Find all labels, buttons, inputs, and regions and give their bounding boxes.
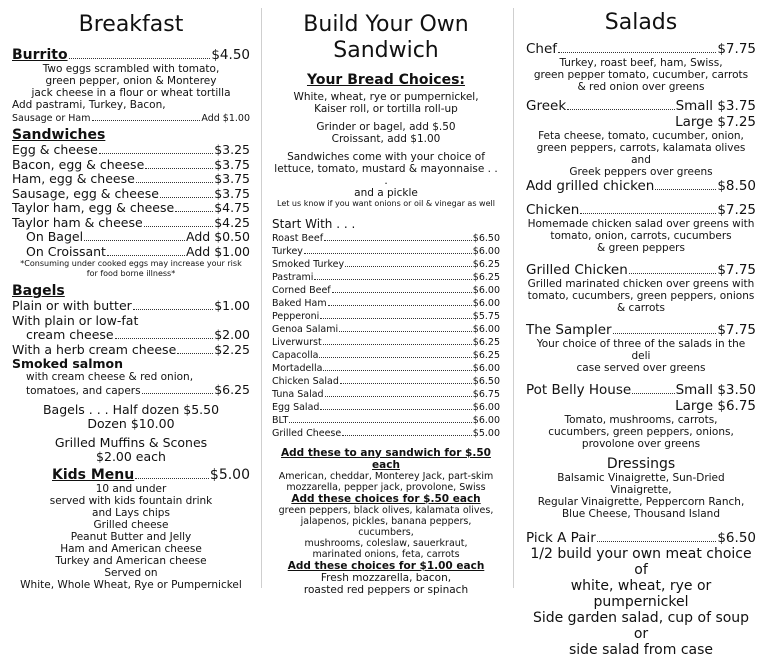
menu-line bbox=[272, 387, 500, 400]
item-name: Egg & cheese bbox=[12, 142, 98, 157]
column-divider bbox=[261, 8, 262, 588]
item-price: $2.25 bbox=[214, 341, 250, 357]
salad-desc: Your choice of three of the salads in the deli bbox=[536, 338, 746, 362]
comes-with-line: lettuce, tomato, mustard & mayonnaise . . . bbox=[274, 163, 498, 187]
add-line: mushrooms, coleslaw, sauerkraut, bbox=[304, 537, 468, 549]
item-price: $4.75 bbox=[214, 200, 250, 215]
kids-heading: Kids Menu bbox=[52, 466, 135, 483]
item-name: Pick A Pair bbox=[526, 530, 596, 546]
burrito-desc: jack cheese in a flour or wheat tortilla bbox=[31, 87, 231, 99]
kids-section bbox=[12, 467, 250, 591]
menu-line bbox=[272, 257, 500, 270]
breakfast-title: Breakfast bbox=[78, 12, 184, 37]
kids-line: White, Whole Wheat, Rye or Pumpernickel bbox=[20, 578, 242, 591]
kids-line: and Lays chips bbox=[92, 506, 170, 519]
menu-line bbox=[272, 335, 500, 348]
kids-line: Grilled cheese bbox=[93, 518, 169, 531]
salmon-name: Smoked salmon bbox=[12, 356, 124, 371]
item-price: $3.75 bbox=[214, 156, 250, 172]
item-price: $6.50 bbox=[472, 375, 500, 387]
sandwich-title: Build Your Own bbox=[303, 12, 469, 37]
menu-line bbox=[272, 400, 500, 413]
item-name: Taylor ham & cheese bbox=[12, 214, 143, 230]
item-price: $8.50 bbox=[717, 178, 756, 194]
bagels-section bbox=[12, 283, 250, 465]
add-line: marinated onions, feta, carrots bbox=[312, 548, 460, 560]
item-price: $6.00 bbox=[472, 297, 500, 309]
menu-line bbox=[12, 143, 250, 158]
kids-line: served with kids fountain drink bbox=[49, 494, 213, 507]
salad-desc: Greek peppers over greens bbox=[569, 166, 713, 178]
add-line: roasted red peppers or spinach bbox=[303, 583, 469, 596]
item-name: Smoked Turkey bbox=[272, 258, 345, 270]
menu-line bbox=[12, 467, 250, 483]
item-price: Small $3.75 bbox=[675, 98, 756, 114]
start-with-heading: Start With . . . bbox=[272, 216, 356, 231]
item-name: Egg Salad bbox=[272, 401, 320, 413]
add-line: green peppers, black olives, kalamata olives, bbox=[278, 504, 494, 516]
salad-desc: provolone over greens bbox=[581, 438, 701, 450]
salad-greek bbox=[526, 98, 756, 194]
menu-line bbox=[12, 328, 250, 343]
menu-line bbox=[526, 202, 756, 218]
item-name: tomatoes, and capers bbox=[26, 385, 141, 397]
comes-with-line: Sandwiches come with your choice of bbox=[287, 151, 485, 163]
item-price: $6.25 bbox=[472, 349, 500, 361]
menu-line bbox=[12, 201, 250, 216]
item-price: $4.25 bbox=[214, 214, 250, 230]
item-name: Sausage, egg & cheese bbox=[12, 185, 159, 201]
item-name: On Croissant bbox=[26, 243, 106, 259]
menu-line bbox=[272, 374, 500, 387]
salad-pot-belly bbox=[526, 382, 756, 450]
salad-chicken bbox=[526, 202, 756, 254]
menu-line bbox=[12, 187, 250, 202]
add-line: mozzarella, pepper jack, provolone, Swiss bbox=[286, 481, 486, 493]
add-veg-heading: Add these choices for $.50 each bbox=[291, 492, 481, 505]
column-divider bbox=[513, 8, 514, 588]
salad-desc: tomato, onion, carrots, cucumbers bbox=[550, 230, 732, 242]
item-price: $7.75 bbox=[717, 262, 756, 278]
salad-desc: & red onion over greens bbox=[577, 81, 705, 93]
kids-line: Served on bbox=[104, 566, 158, 579]
item-name: Tuna Salad bbox=[272, 388, 324, 400]
menu-line bbox=[272, 348, 500, 361]
menu-line bbox=[526, 178, 756, 194]
salad-sampler bbox=[526, 322, 756, 374]
item-name: Corned Beef bbox=[272, 284, 331, 296]
dressings-heading: Dressings bbox=[606, 456, 676, 472]
dressings-section bbox=[526, 456, 756, 520]
sandwiches-heading: Sandwiches bbox=[12, 127, 106, 143]
dressing-line: Balsamic Vinaigrette, Sun-Dried Vinaigrette, bbox=[557, 472, 725, 496]
item-name: Plain or with butter bbox=[12, 298, 132, 313]
salads-column bbox=[526, 0, 756, 658]
item-price: $6.00 bbox=[472, 284, 500, 296]
breakfast-column bbox=[12, 0, 250, 591]
menu-line bbox=[12, 230, 250, 245]
bread-line: Kaiser roll, or tortilla roll-up bbox=[314, 103, 458, 115]
menu-line bbox=[12, 172, 250, 187]
salad-desc: tomato, cucumbers, green peppers, onions bbox=[527, 290, 755, 302]
kids-line: Peanut Butter and Jelly bbox=[70, 530, 192, 543]
bread-heading: Your Bread Choices: bbox=[306, 72, 465, 88]
item-name: Capacolla bbox=[272, 349, 319, 361]
salad-desc: & carrots bbox=[617, 302, 665, 314]
pick-line: side salad from case bbox=[568, 642, 714, 658]
item-name: Add grilled chicken bbox=[526, 178, 655, 194]
item-price: Small $3.50 bbox=[675, 382, 756, 398]
item-price: Add $1.00 bbox=[186, 243, 250, 259]
grinder-line: Grinder or bagel, add $.50 bbox=[316, 121, 456, 133]
bagels-heading: Bagels bbox=[12, 283, 65, 299]
item-name: On Bagel bbox=[26, 229, 84, 244]
menu-line bbox=[272, 296, 500, 309]
menu-line bbox=[272, 426, 500, 439]
grinder-line: Croissant, add $1.00 bbox=[331, 133, 441, 145]
item-price: $6.00 bbox=[472, 414, 500, 426]
burrito-desc: Two eggs scrambled with tomato, bbox=[42, 63, 220, 75]
bread-line: White, wheat, rye or pumpernickel, bbox=[293, 91, 479, 103]
menu-line bbox=[526, 382, 756, 398]
add-line: jalapenos, pickles, banana peppers, cucumbers, bbox=[300, 515, 472, 538]
salad-desc: Tomato, mushrooms, carrots, bbox=[564, 414, 718, 426]
burrito-price: $4.50 bbox=[211, 47, 250, 63]
salad-desc: Turkey, roast beef, ham, Swiss, bbox=[559, 57, 723, 69]
sandwich-column bbox=[272, 0, 500, 596]
item-name: Genoa Salami bbox=[272, 323, 339, 335]
item-price: $3.75 bbox=[214, 171, 250, 186]
pick-line: white, wheat, rye or pumpernickel bbox=[570, 578, 712, 610]
item-name: Ham, egg & cheese bbox=[12, 171, 135, 186]
menu-line bbox=[12, 111, 250, 124]
salad-desc: Homemade chicken salad over greens with bbox=[527, 218, 755, 230]
burrito-name: Burrito bbox=[12, 47, 68, 63]
salad-desc: cucumbers, green peppers, onions, bbox=[548, 426, 734, 438]
item-price: $1.00 bbox=[214, 298, 250, 313]
muffins-line: Grilled Muffins & Scones bbox=[54, 434, 208, 450]
item-name: Roast Beef bbox=[272, 232, 324, 244]
salad-desc: & green peppers bbox=[597, 242, 685, 254]
kids-line: Ham and American cheese bbox=[60, 542, 202, 555]
item-price: $7.25 bbox=[717, 202, 756, 218]
menu-line bbox=[12, 216, 250, 231]
item-name: Chicken Salad bbox=[272, 375, 339, 387]
item-name: Pot Belly House bbox=[526, 382, 632, 398]
item-price: $6.25 bbox=[214, 382, 250, 397]
menu-line bbox=[272, 283, 500, 296]
item-name: Grilled Cheese bbox=[272, 427, 342, 439]
burrito-addon-price: Add $1.00 bbox=[201, 113, 250, 124]
kids-line: Turkey and American cheese bbox=[55, 554, 207, 567]
item-name: cream cheese bbox=[26, 327, 114, 342]
item-price: $6.00 bbox=[472, 245, 500, 257]
item-name: Turkey bbox=[272, 245, 303, 257]
menu-line bbox=[272, 322, 500, 335]
menu-line bbox=[12, 245, 250, 260]
pick-a-pair-section bbox=[526, 530, 756, 658]
menu-line bbox=[272, 270, 500, 283]
menu-line bbox=[526, 262, 756, 278]
sandwich-title: Sandwich bbox=[333, 38, 439, 63]
item-name: The Sampler bbox=[526, 322, 612, 338]
comes-with-line: and a pickle bbox=[354, 187, 418, 199]
menu-line bbox=[272, 244, 500, 257]
item-price: Large $6.75 bbox=[675, 398, 756, 414]
item-name: With a herb cream cheese bbox=[12, 341, 177, 357]
menu-line bbox=[272, 309, 500, 322]
add-line: Fresh mozzarella, bacon, bbox=[320, 571, 452, 584]
meat-list bbox=[272, 231, 500, 439]
menu-line bbox=[12, 158, 250, 173]
menu-line bbox=[272, 413, 500, 426]
dressing-line: Blue Cheese, Thousand Island bbox=[561, 508, 721, 520]
salad-desc: Feta cheese, tomato, cucumber, onion, bbox=[538, 130, 744, 142]
add-premium-heading: Add these choices for $1.00 each bbox=[287, 559, 485, 572]
item-name: Mortadella bbox=[272, 362, 323, 374]
item-price: $3.75 bbox=[214, 185, 250, 201]
item-name: Liverwurst bbox=[272, 336, 322, 348]
salad-desc: Grilled marinated chicken over greens with bbox=[527, 278, 755, 290]
bagel-dozen: Dozen $10.00 bbox=[87, 416, 175, 431]
salads-title: Salads bbox=[604, 10, 678, 35]
pick-line: Side garden salad, cup of soup or bbox=[532, 610, 750, 642]
kids-line: 10 and under bbox=[95, 482, 167, 495]
menu-line bbox=[12, 299, 250, 314]
egg-warning: *Consuming under cooked eggs may increase your risk bbox=[20, 259, 242, 268]
salad-desc: green pepper tomato, cucumber, carrots bbox=[533, 69, 749, 81]
burrito-desc: green pepper, onion & Monterey bbox=[45, 75, 217, 87]
bagel-dozen: Bagels . . . Half dozen $5.50 bbox=[42, 401, 220, 417]
item-price: $6.75 bbox=[472, 388, 500, 400]
sandwiches-section bbox=[12, 127, 250, 278]
burrito-section bbox=[12, 47, 250, 124]
dressing-line: Regular Vinaigrette, Peppercorn Ranch, bbox=[537, 496, 745, 508]
item-name: Bacon, egg & cheese bbox=[12, 156, 145, 172]
item-name: Chicken bbox=[526, 202, 580, 218]
item-price: $6.00 bbox=[472, 401, 500, 413]
salad-desc: green peppers, carrots, kalamata olives and bbox=[536, 142, 746, 166]
item-price: $6.00 bbox=[472, 323, 500, 335]
menu-line bbox=[526, 322, 756, 338]
item-name: Baked Ham bbox=[272, 297, 327, 309]
burrito-addon: Sausage or Ham bbox=[12, 113, 91, 124]
item-price: $3.25 bbox=[214, 142, 250, 157]
oil-note: Let us know if you want onions or oil & vinegar as well bbox=[277, 199, 495, 208]
add-cheese-heading: Add these to any sandwich for $.50 each bbox=[281, 446, 491, 471]
item-name: Grilled Chicken bbox=[526, 262, 628, 278]
item-name: Pepperoni bbox=[272, 310, 320, 322]
item-price: Large $7.25 bbox=[675, 114, 756, 130]
item-price: $6.50 bbox=[472, 232, 500, 244]
salad-chef bbox=[526, 41, 756, 93]
kids-price: $5.00 bbox=[209, 466, 250, 483]
item-price: $6.25 bbox=[472, 271, 500, 283]
salad-desc: case served over greens bbox=[576, 362, 706, 374]
item-price: $5.75 bbox=[472, 310, 500, 322]
menu-line bbox=[526, 41, 756, 57]
add-line: American, cheddar, Monterey Jack, part-skim bbox=[278, 470, 494, 482]
item-price: $6.00 bbox=[472, 362, 500, 374]
salad-grilled-chicken bbox=[526, 262, 756, 314]
item-price: $5.00 bbox=[472, 427, 500, 439]
item-name: Chef bbox=[526, 41, 558, 57]
menu-line bbox=[526, 98, 756, 114]
pick-line: 1/2 build your own meat choice of bbox=[530, 546, 752, 578]
menu-line bbox=[272, 361, 500, 374]
item-name: Taylor ham, egg & cheese bbox=[12, 200, 175, 215]
item-price: Add $0.50 bbox=[186, 229, 250, 244]
item-name: Greek bbox=[526, 98, 567, 114]
item-name: With plain or low-fat bbox=[12, 312, 139, 328]
egg-warning: for food borne illness* bbox=[86, 268, 176, 278]
salmon-desc: with cream cheese & red onion, bbox=[26, 371, 194, 383]
item-price: $6.25 bbox=[472, 258, 500, 270]
item-price: $2.00 bbox=[214, 327, 250, 342]
menu-line bbox=[526, 530, 756, 546]
item-price: $6.25 bbox=[472, 336, 500, 348]
item-name: Pastrami bbox=[272, 271, 314, 283]
menu-line bbox=[12, 383, 250, 399]
muffins-price: $2.00 each bbox=[96, 449, 166, 464]
item-price: $7.75 bbox=[717, 41, 756, 57]
item-price: $6.50 bbox=[717, 530, 756, 546]
burrito-addon: Add pastrami, Turkey, Bacon, bbox=[12, 99, 166, 111]
menu-line bbox=[12, 47, 250, 63]
item-name: BLT bbox=[272, 414, 289, 426]
menu-line bbox=[12, 314, 250, 329]
item-price: $7.75 bbox=[717, 322, 756, 338]
menu-line bbox=[272, 231, 500, 244]
menu-line bbox=[12, 343, 250, 358]
